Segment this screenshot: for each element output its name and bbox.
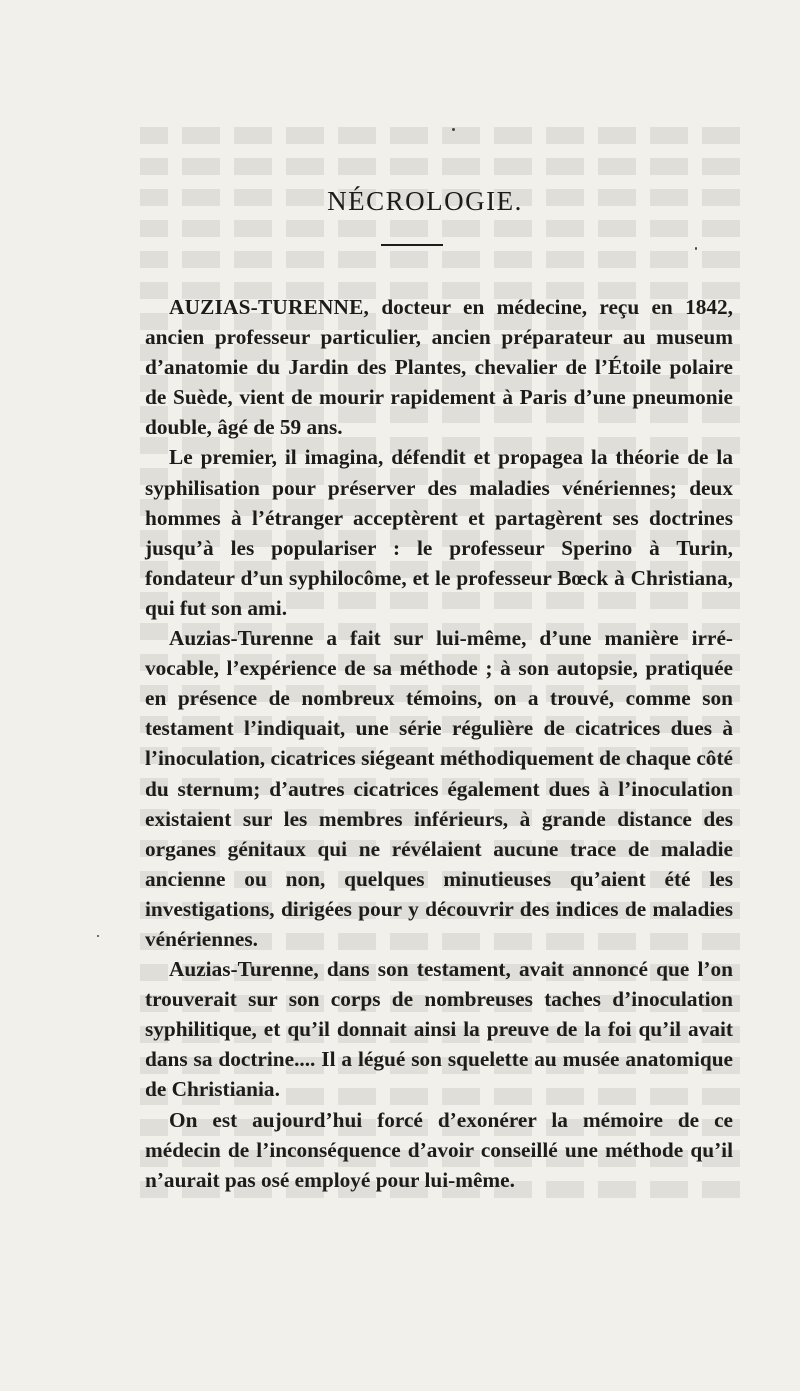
paragraph-text: docteur en médecine, reçu en 1842, ancien professeur particulier, ancien préparateur au museum d’anatomie du Jardin des Plantes, chevalier de l’Étoile polaire de Suède, vient de mourir rapidement à Paris d’une pneumonie double, âgé de 59 ans. [145, 295, 733, 440]
paragraph-2: Le premier, il imagina, défendit et propagea la théorie de la syphilisation pour préserver des maladies vénériennes; deux hommes à l’étranger acceptèrent et partagèrent ses doctrines jusqu’à les populariser : le professeur Sperino à Turin, fondateur d’un syphilocôme, et le professeur Bœck à Christiana, qui fut son ami. [145, 445, 733, 620]
paper-speck [695, 247, 697, 250]
paper-speck [452, 128, 455, 131]
paragraph-lead: AUZIAS-TURENNE, [169, 295, 370, 319]
title-rule [381, 244, 443, 246]
article-body [145, 292, 733, 1195]
paragraph-3: Auzias-Turenne a fait sur lui-même, d’une manière irrévocable, l’expérience de sa méthode ; à son autopsie, pratiquée en présence de nombreux témoins, on a trouvé, comme son testament l’indiquait, une série régulière de cicatrices dues à l’inoculation, cicatrices siégeant méthodiquement de chaque côté du sternum; d’autres cicatrices également dues à l’inoculation existaient sur les membres inférieurs, à grande distance des organes génitaux qui ne révélaient aucune trace de maladie ancienne ou non, quelques minutieuses qu’aient été les investigations, dirigées pour y découvrir des indices de maladies vénériennes. [145, 626, 733, 951]
paragraph-5: On est aujourd’hui forcé d’exonérer la mémoire de ce médecin de l’inconséquence d’avoir conseillé une méthode qu’il n’aurait pas osé employé pour lui-même. [145, 1107, 733, 1192]
section-title: NÉCROLOGIE. [327, 186, 523, 216]
paper-speck [97, 935, 99, 937]
paragraph-4: Auzias-Turenne, dans son testament, avait annoncé que l’on trouverait sur son corps de nombreuses taches d’inoculation syphilitique, et qu’il donnait ainsi la preuve de la foi qu’il avait dans sa doctrine.... Il a légué son squelette au musée anatomique de Christiania. [145, 957, 733, 1102]
paragraph-1 [145, 292, 733, 442]
